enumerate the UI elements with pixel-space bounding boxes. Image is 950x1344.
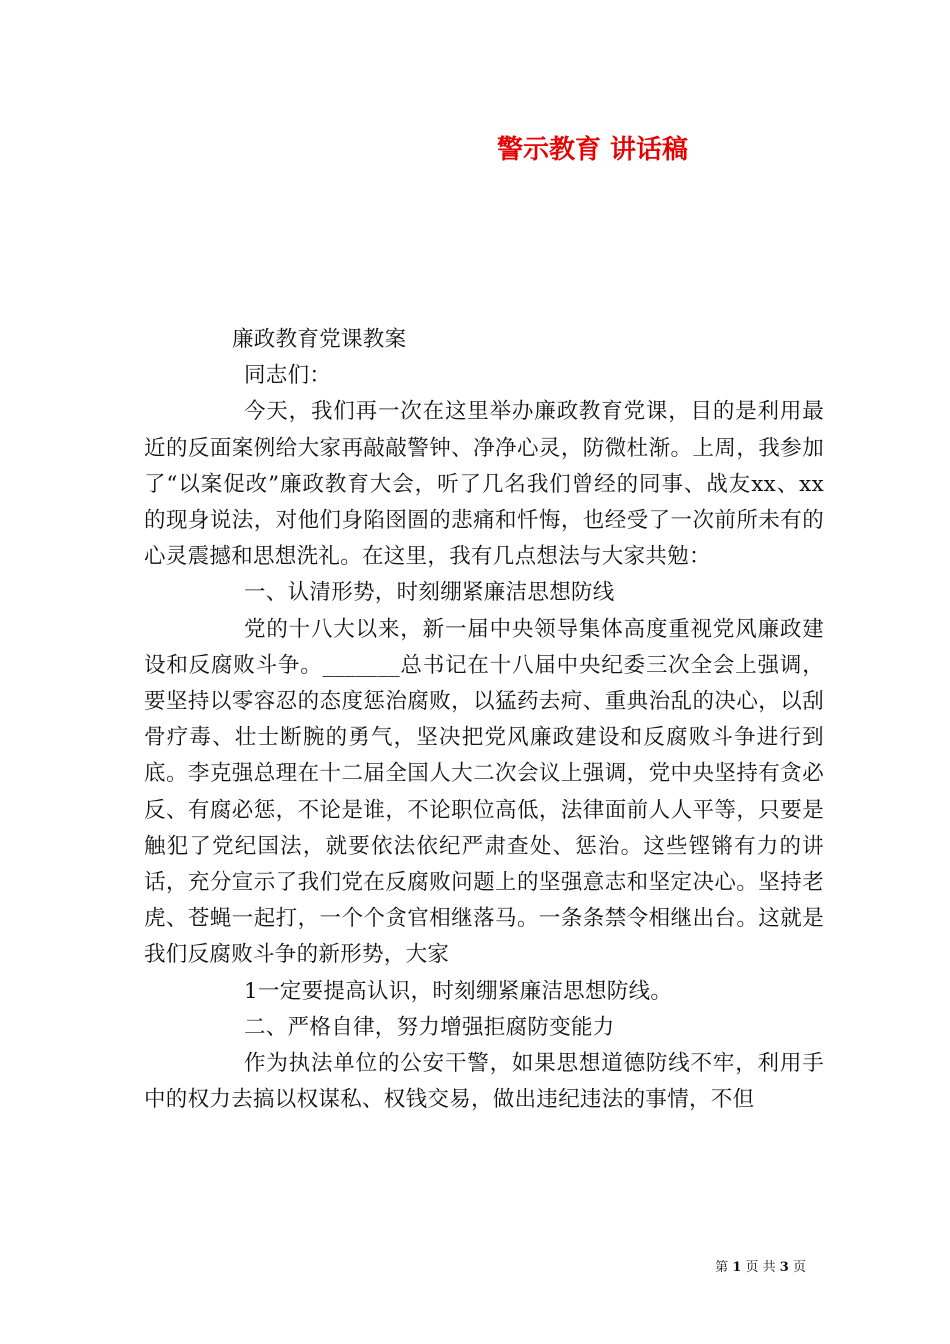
section-1-heading: 一、认清形势，时刻绷紧廉洁思想防线	[244, 580, 615, 606]
page-number-footer	[715, 1259, 806, 1277]
footer-prefix: 第	[715, 1260, 729, 1275]
document-body	[144, 322, 824, 1118]
intro-paragraph: 今天，我们再一次在这里举办廉政教育党课，目的是利用最近的反面案例给大家再敲敲警钟、净净心灵，防微杜渐。上周，我参加了“以案促改”廉政教育大会，听了几名我们曾经的同事、战友xx、xx的现身说法，对他们身陷囹圄的悲痛和忏悔，也经受了一次前所未有的心灵震撼和思想洗礼。在这里，我有几点想法与大家共勉：	[144, 399, 824, 570]
document-title: 警示教育 讲话稿	[497, 135, 689, 165]
section-2-heading: 二、严格自律，努力增强拒腐防变能力	[244, 1014, 615, 1040]
salutation: 同志们：	[244, 363, 332, 389]
total-page-count: 3	[779, 1260, 789, 1275]
section-2-paragraph: 作为执法单位的公安干警，如果思想道德防线不牢，利用手中的权力去搞以权谋私、权钱交易，做出违纪违法的事情，不但	[144, 1051, 824, 1113]
course-heading: 廉政教育党课教案	[232, 327, 407, 352]
footer-middle: 页 共	[745, 1260, 776, 1275]
footer-suffix: 页	[792, 1260, 806, 1275]
section-1-closing: 1一定要提高认识，时刻绷紧廉洁思想防线。	[244, 978, 673, 1004]
current-page-number: 1	[732, 1260, 742, 1275]
section-1-paragraph: 党的十八大以来，新一届中央领导集体高度重视党风廉政建设和反腐败斗争。_______总书记在十八届中央纪委三次全会上强调，要坚持以零容忍的态度惩治腐败，以猛药去疴、重典治乱的决心，以刮骨疗毒、壮士断腕的勇气，坚决把党风廉政建设和反腐败斗争进行到底。李克强总理在十二届全国人大二次会议上强调，党中央坚持有贪必反、有腐必惩，不论是谁，不论职位高低，法律面前人人平等，只要是触犯了党纪国法，就要依法依纪严肃查处、惩治。这些铿锵有力的讲话，充分宣示了我们党在反腐败问题上的坚强意志和坚定决心。坚持老虎、苍蝇一起打，一个个贪官相继落马。一条条禁令相继出台。这就是我们反腐败斗争的新形势，大家	[144, 616, 824, 968]
